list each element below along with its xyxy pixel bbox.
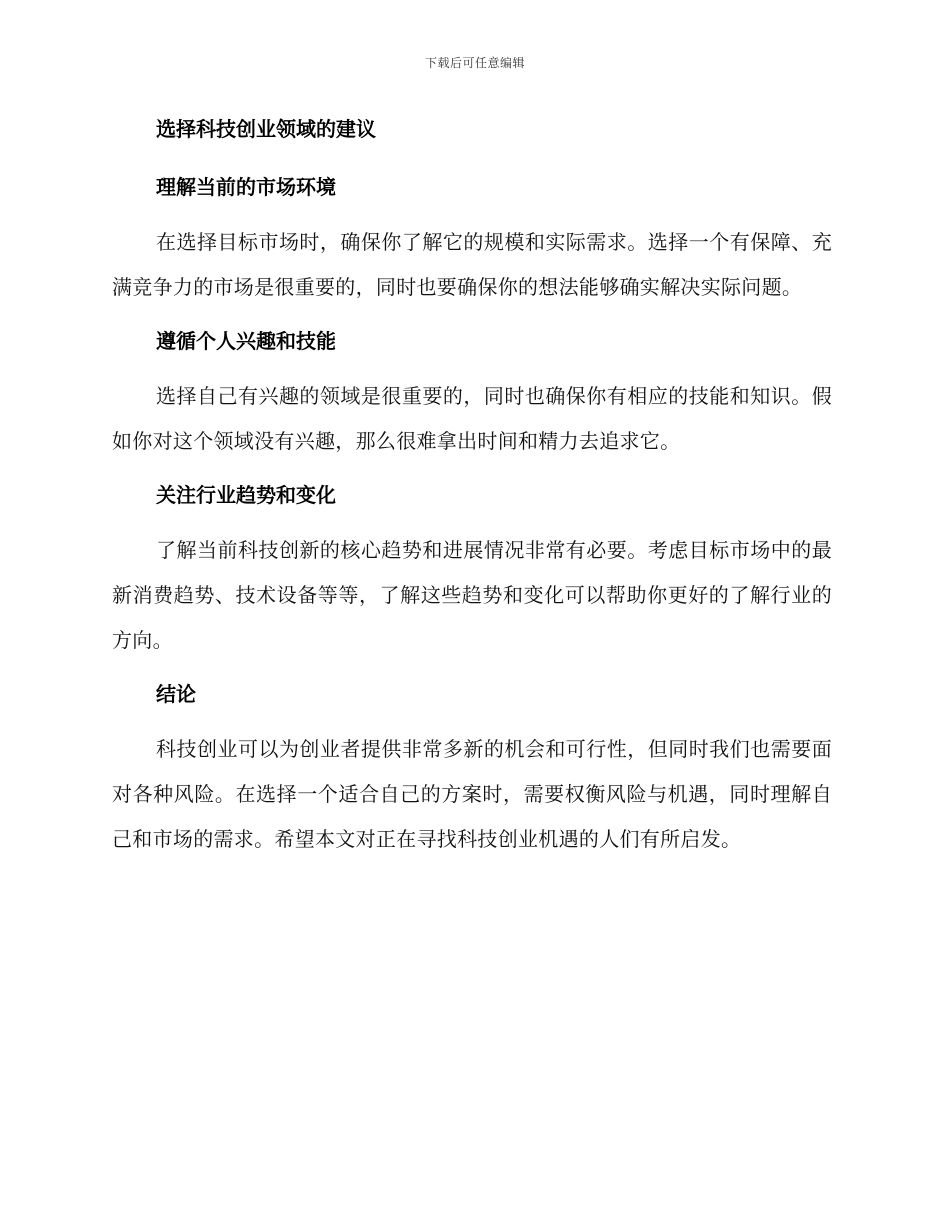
section-heading-conclusion: 结论 bbox=[156, 682, 196, 706]
section-paragraph-interest: 选择自己有兴趣的领域是很重要的，同时也确保你有相应的技能和知识。假如你对这个领域没有兴趣，那么很难拿出时间和精力去追求它。 bbox=[112, 384, 832, 453]
section-heading-trends: 关注行业趋势和变化 bbox=[156, 483, 336, 507]
section-heading-interest: 遵循个人兴趣和技能 bbox=[156, 329, 336, 353]
section-paragraph-market: 在选择目标市场时，确保你了解它的规模和实际需求。选择一个有保障、充满竞争力的市场是很重要的，同时也要确保你的想法能够确实解决实际问题。 bbox=[112, 230, 832, 299]
section-heading-market: 理解当前的市场环境 bbox=[156, 175, 336, 199]
header-note: 下载后可任意编辑 bbox=[424, 56, 525, 70]
document-body bbox=[112, 112, 832, 862]
section-paragraph-conclusion: 科技创业可以为创业者提供非常多新的机会和可行性，但同时我们也需要面对各种风险。在选择一个适合自己的方案时，需要权衡风险与机遇，同时理解自己和市场的需求。希望本文对正在寻找科技创业机遇的人们有所启发。 bbox=[112, 737, 832, 851]
section-paragraph-trends: 了解当前科技创新的核心趋势和进展情况非常有必要。考虑目标市场中的最新消费趋势、技术设备等等，了解这些趋势和变化可以帮助你更好的了解行业的方向。 bbox=[112, 538, 832, 652]
document-title: 选择科技创业领域的建议 bbox=[156, 117, 376, 141]
